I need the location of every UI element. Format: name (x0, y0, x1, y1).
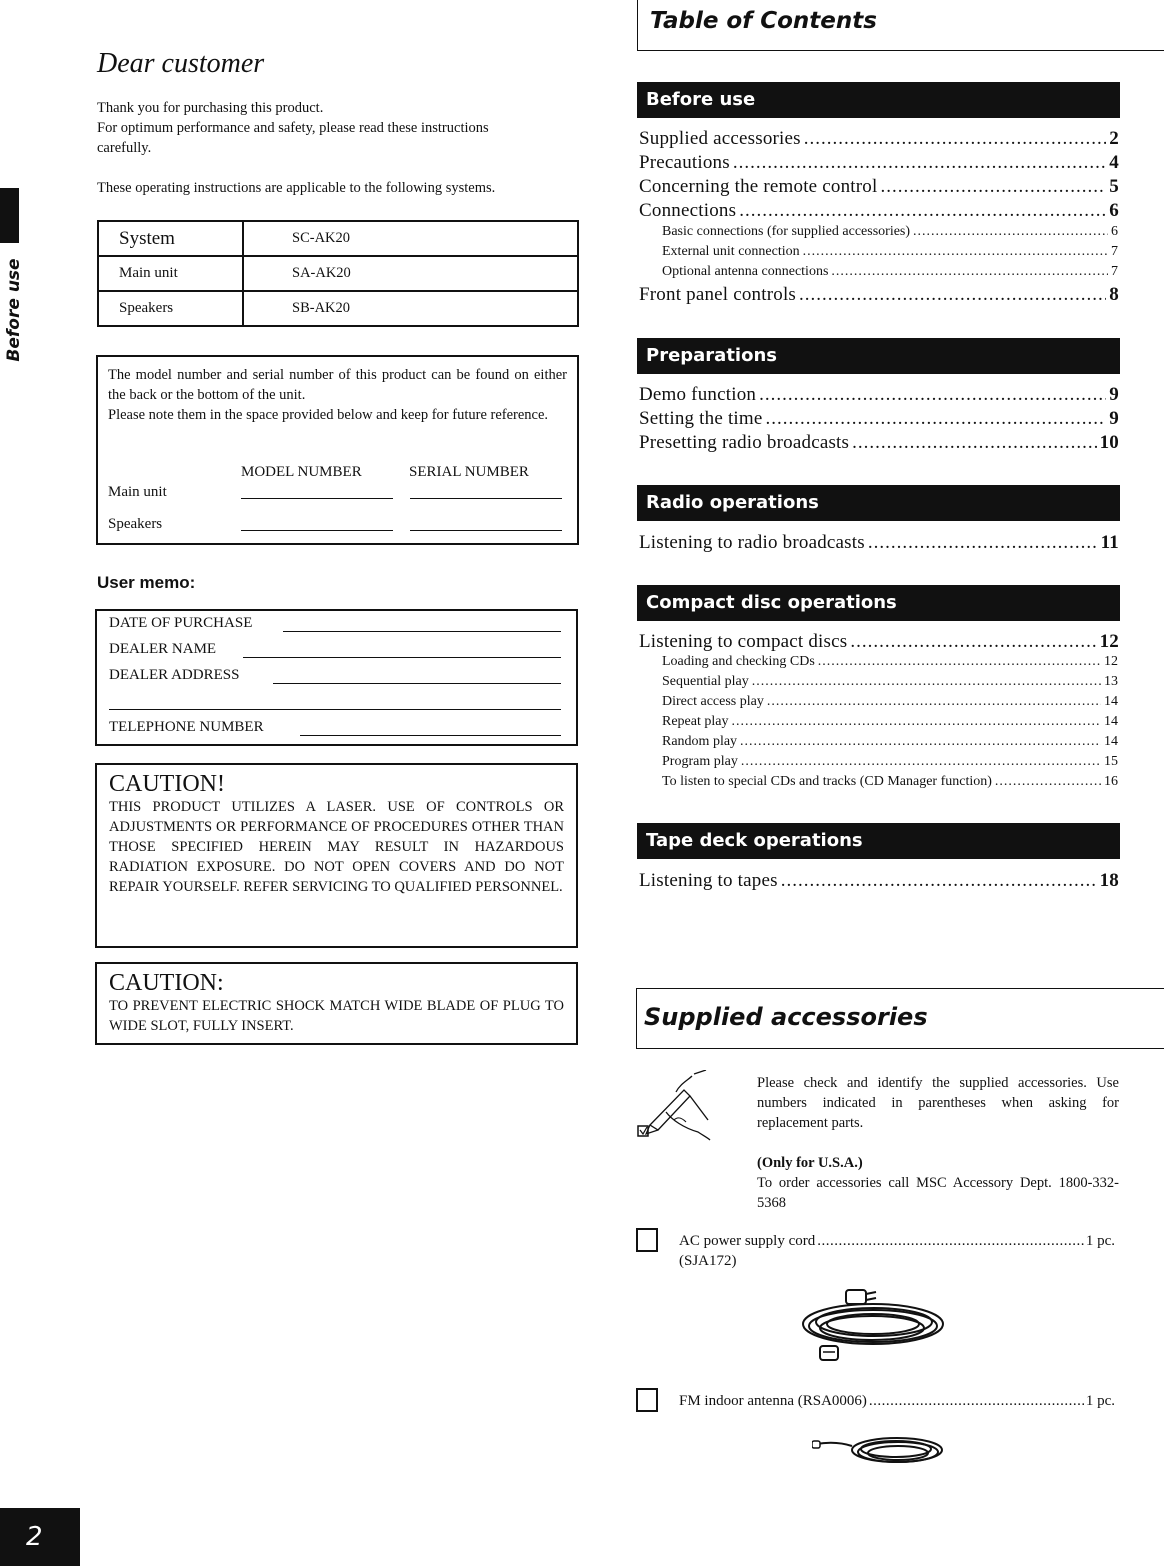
toc-entry[interactable] (639, 152, 1119, 176)
toc-entry[interactable] (639, 432, 1119, 456)
toc-entry-page: 14 (1104, 714, 1118, 729)
toc-entry-label: Direct access play (662, 694, 764, 709)
toc-entry-label: Front panel controls (639, 284, 797, 305)
user-memo-box (95, 609, 578, 746)
toc-entry-label: Supplied accessories (639, 128, 801, 149)
toc-entry-label: Basic connections (for supplied accessories) (662, 224, 911, 239)
toc-entry[interactable] (639, 128, 1119, 152)
intro-line-1: Thank you for purchasing this product. (97, 100, 324, 116)
ac-cord-name: AC power supply cord (679, 1233, 816, 1249)
toc-subentry[interactable] (662, 674, 1118, 694)
main-unit-model-field (241, 498, 393, 499)
intro-line-2: For optimum performance and safety, please read these instructions (97, 120, 489, 136)
toc-entry-page: 14 (1104, 734, 1118, 749)
usa-label: (Only for U.S.A.) (757, 1155, 863, 1171)
laser-caution-text: THIS PRODUCT UTILIZES A LASER. USE OF CONTROLS OR ADJUSTMENTS OR PERFORMANCE OF PROCEDURES OTHER THAN THOSE SPECIFIED HEREIN MAY RESULT IN HAZARDOUS RADIATION EXPOSURE. DO NOT OPEN COVERS AND DO NOT REPAIR YOURSELF. REFER SERVICING TO QUALIFIED PERSONNEL. (109, 799, 564, 895)
page-number: 2 (0, 1508, 80, 1566)
ac-cord-item (679, 1233, 1115, 1250)
dealer-name-label: DEALER NAME (109, 641, 217, 657)
table-row (98, 291, 578, 326)
shock-caution-box (95, 962, 578, 1045)
toc-entry[interactable] (639, 870, 1119, 894)
toc-entry-page: 13 (1104, 674, 1118, 689)
toc-entry[interactable] (639, 408, 1119, 432)
section-preparations: Preparations (637, 338, 1120, 374)
toc-entry-page: 7 (1111, 264, 1118, 279)
toc-entry-label: Listening to tapes (639, 870, 778, 891)
toc-entry-label: Listening to compact discs (639, 631, 848, 652)
toc-subentry[interactable] (662, 244, 1118, 264)
laser-caution-box (95, 763, 578, 948)
toc-entry-label: Repeat play (662, 714, 729, 729)
telephone-field (300, 735, 561, 736)
model-serial-box (96, 355, 579, 545)
ac-power-cord-image (798, 1284, 948, 1366)
toc-subentry[interactable] (662, 754, 1118, 774)
shock-caution-text: TO PREVENT ELECTRIC SHOCK MATCH WIDE BLADE OF PLUG TO WIDE SLOT, FULLY INSERT. (109, 998, 564, 1034)
toc-entry-page: 15 (1104, 754, 1118, 769)
toc-entry-page: 16 (1104, 774, 1118, 789)
speakers-model: SB-AK20 (243, 291, 578, 326)
usa-order-text: To order accessories call MSC Accessory Dept. 1800-332-5368 (757, 1175, 1119, 1211)
pen-checklist-icon (636, 1070, 716, 1145)
toc-entry-page: 9 (1109, 408, 1119, 429)
toc-entry[interactable] (639, 284, 1119, 308)
section-before-use: Before use (637, 82, 1120, 118)
toc-subentry[interactable] (662, 714, 1118, 734)
shock-caution-title: CAUTION: (109, 970, 224, 996)
toc-entry-label: External unit connection (662, 244, 800, 259)
toc-entry-label: Precautions (639, 152, 730, 173)
toc-subentry[interactable] (662, 774, 1118, 794)
toc-entry-page: 7 (1111, 244, 1118, 259)
intro-line-3: carefully. (97, 140, 152, 156)
speakers-serial-field (410, 530, 562, 531)
toc-entry-label: Demo function (639, 384, 757, 405)
serial-number-header: SERIAL NUMBER (409, 464, 529, 480)
toc-entry-label: Optional antenna connections (662, 264, 829, 279)
main-unit-serial-field (410, 498, 562, 499)
toc-entry-page: 18 (1099, 870, 1119, 891)
toc-entry-label: Program play (662, 754, 738, 769)
dealer-name-field (243, 657, 561, 658)
toc-subentry[interactable] (662, 224, 1118, 244)
side-section-label: Before use (4, 258, 24, 362)
toc-subentry[interactable] (662, 694, 1118, 714)
toc-entry-label: Setting the time (639, 408, 763, 429)
toc-entry-label: Connections (639, 200, 737, 221)
toc-entry-label: Listening to radio broadcasts (639, 532, 865, 553)
toc-entry-page: 6 (1111, 224, 1118, 239)
toc-entry-page: 8 (1109, 284, 1119, 305)
toc-entry-page: 6 (1109, 200, 1119, 221)
fm-antenna-checkbox[interactable] (636, 1388, 658, 1412)
model-number-header: MODEL NUMBER (241, 464, 362, 480)
toc-entry[interactable] (639, 532, 1119, 556)
toc-subentry[interactable] (662, 734, 1118, 754)
system-model: SC-AK20 (243, 221, 578, 256)
toc-subentry[interactable] (662, 654, 1118, 674)
table-row (98, 256, 578, 291)
toc-entry-page: 2 (1109, 128, 1119, 149)
accessories-title: Supplied accessories (644, 1003, 928, 1031)
toc-entry-page: 9 (1109, 384, 1119, 405)
toc-entry-label: Concerning the remote control (639, 176, 878, 197)
ac-cord-qty: 1 pc. (1085, 1233, 1115, 1249)
model-info-text: The model number and serial number of this product can be found on either the back or the bottom of the unit. (108, 367, 567, 403)
side-tab-marker (0, 188, 19, 243)
dealer-address-field-2 (109, 709, 561, 710)
ac-cord-part-number: (SJA172) (679, 1253, 737, 1269)
toc-entry-label: Loading and checking CDs (662, 654, 815, 669)
toc-entry-page: 5 (1109, 176, 1119, 197)
laser-caution-title: CAUTION! (109, 771, 225, 797)
main-unit-model: SA-AK20 (243, 256, 578, 291)
toc-entry-label: Sequential play (662, 674, 749, 689)
dealer-address-field (273, 683, 561, 684)
toc-entry[interactable] (639, 176, 1119, 200)
user-memo-title: User memo: (97, 573, 196, 592)
speakers-label: Speakers (98, 291, 243, 326)
main-unit-row-label: Main unit (108, 484, 167, 500)
section-tape-deck-operations: Tape deck operations (637, 823, 1120, 859)
toc-entry-page: 12 (1099, 631, 1119, 652)
systems-table (97, 220, 579, 327)
model-note-text: Please note them in the space provided below and keep for future reference. (108, 407, 549, 423)
section-radio-operations: Radio operations (637, 485, 1120, 521)
toc-entry-label: To listen to special CDs and tracks (CD Manager function) (662, 774, 992, 789)
toc-entry-page: 10 (1099, 432, 1119, 453)
toc-entry-page: 4 (1109, 152, 1119, 173)
toc-entry-page: 14 (1104, 694, 1118, 709)
fm-antenna-name: FM indoor antenna (RSA0006) (679, 1393, 867, 1409)
toc-entry-page: 11 (1100, 532, 1119, 553)
toc-subentry[interactable] (662, 264, 1118, 284)
date-of-purchase-label: DATE OF PURCHASE (109, 615, 253, 631)
system-label: System (98, 221, 243, 256)
fm-antenna-item (679, 1393, 1115, 1410)
toc-title: Table of Contents (650, 8, 877, 34)
fm-antenna-qty: 1 pc. (1085, 1393, 1115, 1409)
speakers-row-label: Speakers (108, 516, 163, 532)
dealer-address-label: DEALER ADDRESS (109, 667, 240, 683)
applicable-systems-text: These operating instructions are applicable to the following systems. (97, 180, 496, 196)
date-of-purchase-field (283, 631, 561, 632)
toc-entry-page: 12 (1104, 654, 1118, 669)
ac-cord-checkbox[interactable] (636, 1228, 658, 1252)
section-compact-disc-operations: Compact disc operations (637, 585, 1120, 621)
telephone-label: TELEPHONE NUMBER (109, 719, 264, 735)
toc-entry-label: Presetting radio broadcasts (639, 432, 850, 453)
toc-entry[interactable] (639, 631, 1119, 655)
main-unit-label: Main unit (98, 256, 243, 291)
accessories-intro-text: Please check and identify the supplied accessories. Use numbers indicated in parentheses when asking for replacement parts. (757, 1075, 1119, 1131)
toc-entry-label: Random play (662, 734, 738, 749)
dear-customer-title: Dear customer (97, 48, 265, 79)
speakers-model-field (241, 530, 393, 531)
toc-entry[interactable] (639, 200, 1119, 224)
table-row (98, 221, 578, 256)
toc-entry[interactable] (639, 384, 1119, 408)
fm-antenna-image (812, 1428, 947, 1476)
